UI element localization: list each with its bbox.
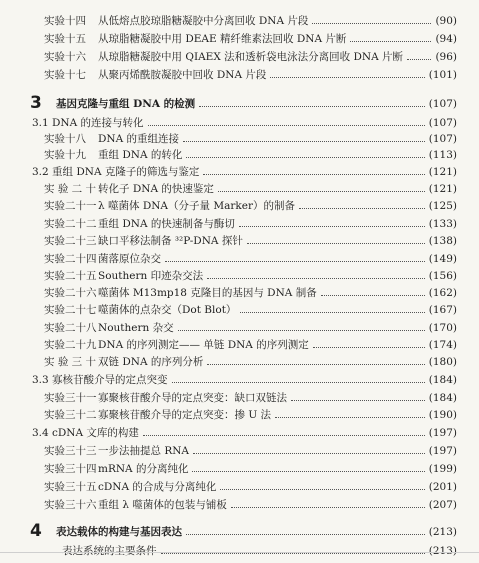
dot-leader bbox=[313, 347, 425, 348]
page-number: (90) bbox=[435, 15, 457, 27]
page-number: (156) bbox=[428, 270, 457, 282]
page-number: (138) bbox=[428, 235, 457, 247]
dot-leader bbox=[161, 553, 425, 554]
entry-title: DNA 的重组连接 bbox=[98, 133, 180, 145]
toc-entry bbox=[0, 479, 479, 495]
toc-entry bbox=[0, 425, 479, 441]
experiment-number: 实验三十三 bbox=[44, 445, 97, 457]
experiment-number: 实验二十八 bbox=[44, 322, 97, 334]
dot-leader bbox=[165, 261, 425, 262]
dot-leader bbox=[186, 157, 425, 158]
page-number: (96) bbox=[435, 51, 457, 63]
experiment-number: 实验二十九 bbox=[44, 339, 97, 351]
entry-title: Southern 印迹杂交法 bbox=[98, 270, 204, 282]
experiment-number: 实 验 三 十 bbox=[44, 356, 97, 368]
dot-leader bbox=[247, 243, 425, 244]
page-number: (190) bbox=[428, 409, 457, 421]
experiment-number: 实验三十五 bbox=[44, 481, 97, 493]
dot-leader bbox=[321, 295, 425, 296]
page-number: (167) bbox=[428, 304, 457, 316]
page-number: (162) bbox=[428, 287, 457, 299]
page-number: (201) bbox=[428, 481, 457, 493]
section-number: 3.1 bbox=[32, 117, 49, 129]
toc-entry bbox=[0, 320, 479, 336]
page-number: (107) bbox=[428, 133, 457, 145]
experiment-number: 实验二十一 bbox=[44, 200, 97, 212]
entry-title: 转化子 DNA 的快速鉴定 bbox=[98, 183, 214, 195]
entry-title: 寡聚核苷酸介导的定点突变：掺 U 法 bbox=[98, 409, 272, 421]
toc-entry bbox=[0, 521, 479, 541]
entry-title: mRNA 的分离纯化 bbox=[98, 463, 189, 475]
toc-entry bbox=[0, 285, 479, 301]
toc-entry bbox=[0, 461, 479, 477]
experiment-number: 实验二十五 bbox=[44, 270, 97, 282]
page-number: (125) bbox=[428, 200, 457, 212]
page-bottom-rule bbox=[0, 552, 479, 553]
dot-leader bbox=[220, 489, 425, 490]
entry-title: DNA 的连接与转化 bbox=[52, 117, 144, 129]
experiment-number: 实验十五 bbox=[44, 33, 86, 45]
toc-entry bbox=[0, 31, 479, 47]
chapter-number: 4 bbox=[30, 521, 42, 541]
page-number: (180) bbox=[428, 356, 457, 368]
toc-entry bbox=[0, 251, 479, 267]
section-number: 3.2 bbox=[32, 166, 49, 178]
page-number: (101) bbox=[428, 69, 457, 81]
page-number: (213) bbox=[428, 526, 457, 538]
entry-title: 从聚丙烯酰胺凝胶中回收 DNA 片段 bbox=[98, 69, 267, 81]
dot-leader bbox=[172, 382, 425, 383]
entry-title: 重组 λ 噬菌体的包装与铺板 bbox=[98, 499, 227, 511]
toc-entry bbox=[0, 233, 479, 249]
page-number: (199) bbox=[428, 463, 457, 475]
entry-title: 表达载体的构建与基因表达 bbox=[56, 526, 182, 538]
dot-leader bbox=[291, 400, 425, 401]
toc-entry bbox=[0, 407, 479, 423]
dot-leader bbox=[192, 471, 425, 472]
page-number: (107) bbox=[428, 98, 457, 110]
entry-title: 基因克隆与重组 DNA 的检测 bbox=[56, 98, 196, 110]
toc-entry bbox=[0, 337, 479, 353]
entry-title: 从低熔点胶琼脂糖凝胶中分离回收 DNA 片段 bbox=[98, 15, 309, 27]
dot-leader bbox=[407, 59, 431, 60]
toc-entry bbox=[0, 13, 479, 29]
dot-leader bbox=[240, 312, 425, 313]
toc-entry bbox=[0, 372, 479, 388]
dot-leader bbox=[218, 191, 425, 192]
entry-title: cDNA 文库的构建 bbox=[52, 427, 139, 439]
experiment-number: 实 验 二 十 bbox=[44, 183, 97, 195]
toc-entry bbox=[0, 93, 479, 113]
dot-leader bbox=[231, 507, 425, 508]
page-number: (174) bbox=[428, 339, 457, 351]
dot-leader bbox=[207, 364, 425, 365]
toc-entry bbox=[0, 49, 479, 65]
toc-entry bbox=[0, 497, 479, 513]
dot-leader bbox=[186, 534, 425, 535]
experiment-number: 实验十六 bbox=[44, 51, 86, 63]
entry-title: 从琼脂糖凝胶中用 QIAEX 法和透析袋电泳法分离回收 DNA 片断 bbox=[98, 51, 404, 63]
entry-title: 重组 DNA 克隆子的筛选与鉴定 bbox=[52, 166, 200, 178]
experiment-number: 实验三十六 bbox=[44, 499, 97, 511]
dot-leader bbox=[143, 435, 425, 436]
toc-entry bbox=[0, 115, 479, 131]
experiment-number: 实验二十三 bbox=[44, 235, 97, 247]
entry-title: 缺口平移法制备 ³²P-DNA 探针 bbox=[98, 235, 243, 247]
chapter-number: 3 bbox=[30, 93, 42, 113]
entry-title: 重组 DNA 的快速制备与酶切 bbox=[98, 218, 235, 230]
entry-title: Nouthern 杂交 bbox=[98, 322, 174, 334]
entry-title: 从琼脂糖凝胶中用 DEAE 精纤维素法回收 DNA 片断 bbox=[98, 33, 347, 45]
entry-title: 噬菌体的点杂交（Dot Blot） bbox=[98, 304, 237, 316]
entry-title: 寡聚核苷酸介导的定点突变：缺口双链法 bbox=[98, 392, 287, 404]
entry-title: 一步法抽提总 RNA bbox=[98, 445, 190, 457]
entry-title: 噬菌体 M13mp18 克隆目的基因与 DNA 制备 bbox=[98, 287, 317, 299]
toc-entry bbox=[0, 198, 479, 214]
page-number: (113) bbox=[428, 149, 457, 161]
experiment-number: 实验十八 bbox=[44, 133, 86, 145]
experiment-number: 实验二十六 bbox=[44, 287, 97, 299]
experiment-number: 实验三十四 bbox=[44, 463, 97, 475]
page-number: (94) bbox=[435, 33, 457, 45]
toc-entry bbox=[0, 268, 479, 284]
toc-entry bbox=[0, 164, 479, 180]
toc-entry bbox=[0, 181, 479, 197]
dot-leader bbox=[148, 125, 425, 126]
dot-leader bbox=[239, 226, 425, 227]
experiment-number: 实验十九 bbox=[44, 149, 86, 161]
toc-entry bbox=[0, 443, 479, 459]
page-number: (197) bbox=[428, 427, 457, 439]
dot-leader bbox=[207, 278, 425, 279]
dot-leader bbox=[199, 106, 425, 107]
entry-title: 菌落原位杂交 bbox=[98, 253, 161, 265]
toc-entry bbox=[0, 67, 479, 83]
experiment-number: 实验二十四 bbox=[44, 253, 97, 265]
dot-leader bbox=[193, 453, 425, 454]
dot-leader bbox=[299, 208, 425, 209]
dot-leader bbox=[275, 417, 425, 418]
entry-title: DNA 的序列测定—— 单链 DNA 的序列测定 bbox=[98, 339, 309, 351]
page-number: (170) bbox=[428, 322, 457, 334]
entry-title: 双链 DNA 的序列分析 bbox=[98, 356, 204, 368]
page-number: (149) bbox=[428, 253, 457, 265]
toc-entry bbox=[0, 354, 479, 370]
dot-leader bbox=[183, 141, 425, 142]
entry-title: 寡核苷酸介导的定点突变 bbox=[52, 374, 168, 386]
toc-entry bbox=[0, 302, 479, 318]
page-number: (184) bbox=[428, 374, 457, 386]
dot-leader bbox=[178, 330, 425, 331]
entry-title: 重组 DNA 的转化 bbox=[98, 149, 183, 161]
dot-leader bbox=[203, 174, 425, 175]
entry-title: 表达系统的主要条件 bbox=[62, 545, 157, 557]
section-number: 3.4 bbox=[32, 427, 49, 439]
page-number: (107) bbox=[428, 117, 457, 129]
dot-leader bbox=[350, 41, 431, 42]
experiment-number: 实验二十二 bbox=[44, 218, 97, 230]
page-number: (197) bbox=[428, 445, 457, 457]
section-number: 3.3 bbox=[32, 374, 49, 386]
experiment-number: 实验十七 bbox=[44, 69, 86, 81]
dot-leader bbox=[312, 23, 431, 24]
experiment-number: 实验三十二 bbox=[44, 409, 97, 421]
page-number: (121) bbox=[428, 166, 457, 178]
page-number: (213) bbox=[428, 545, 457, 557]
entry-title: cDNA 的合成与分离纯化 bbox=[98, 481, 217, 493]
experiment-number: 实验十四 bbox=[44, 15, 86, 27]
page-number: (207) bbox=[428, 499, 457, 511]
toc-entry bbox=[0, 216, 479, 232]
experiment-number: 实验三十一 bbox=[44, 392, 97, 404]
toc-entry bbox=[0, 543, 479, 559]
page-number: (133) bbox=[428, 218, 457, 230]
page-number: (184) bbox=[428, 392, 457, 404]
toc-entry bbox=[0, 147, 479, 163]
toc-entry bbox=[0, 390, 479, 406]
toc-entry bbox=[0, 131, 479, 147]
experiment-number: 实验二十七 bbox=[44, 304, 97, 316]
dot-leader bbox=[270, 77, 425, 78]
page-number: (121) bbox=[428, 183, 457, 195]
entry-title: λ 噬菌体 DNA（分子量 Marker）的制备 bbox=[98, 200, 295, 212]
